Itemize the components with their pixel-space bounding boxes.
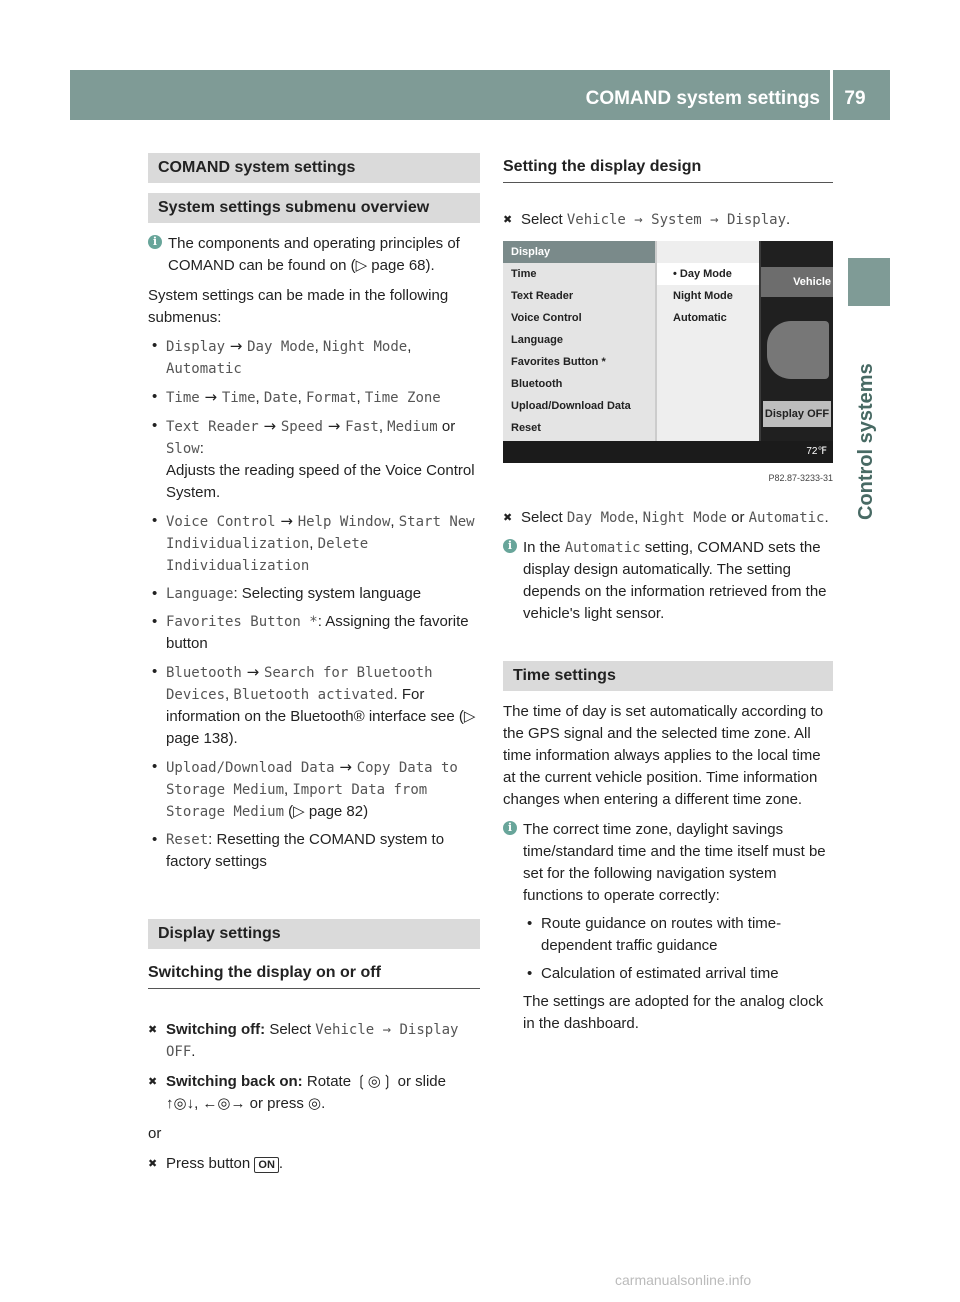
step-select-mode: ✖ Select Day Mode, Night Mode or Automatic. <box>503 507 833 529</box>
screen-menu-item: Time <box>511 268 537 280</box>
screen-vehicle-label: Vehicle <box>761 267 833 297</box>
right-column <box>503 153 833 1043</box>
image-caption: P82.87-3233-31 <box>768 473 833 483</box>
screen-menu-item: Favorites Button * <box>511 356 606 368</box>
on-button-icon: ON <box>254 1157 279 1173</box>
list-item-reset: • Reset: Resetting the COMAND system to factory settings <box>148 829 480 873</box>
info-note <box>148 233 480 277</box>
side-tab-marker <box>848 258 890 306</box>
info-icon: i <box>503 821 517 835</box>
watermark-url: carmanualsonline.info <box>615 1272 752 1288</box>
screen-submenu <box>657 241 759 441</box>
info-note-automatic: i In the Automatic setting, COMAND sets the display design automatically. The setting depends on the information retrieved from the vehicle's light sensor. <box>503 537 833 625</box>
side-tab-label: Control systems <box>855 363 877 520</box>
car-image <box>767 321 829 379</box>
info-icon: i <box>148 235 162 249</box>
header-divider <box>830 70 833 120</box>
section-heading-time-settings: Time settings <box>503 661 833 691</box>
text-reader-description: Adjusts the reading speed of the Voice Control System. <box>166 462 475 501</box>
info-note-time-zone: i The correct time zone, daylight savings time/standard time and the time itself must be set for the following navigation system functions to operate correctly: • Route guidance on routes with time-dependent traffic guidance • Calculation of estimated arrival time The settings are adopted for the analog clock in the dashboard. <box>503 819 833 1035</box>
screen-menu-item: Reset <box>511 422 541 434</box>
screen-main-menu <box>503 241 657 441</box>
list-item-text-reader: • Text Reader → Speed → Fast, Medium or Slow: Adjusts the reading speed of the Voice Control System. <box>148 415 480 504</box>
step-press-button: ✖ Press button ON . <box>148 1153 480 1175</box>
screen-status-bar <box>503 441 833 463</box>
screen-menu-item: Text Reader <box>511 290 574 302</box>
step-select-display: ✖ Select Vehicle → System → Display. <box>503 209 833 231</box>
list-item-time: • Time → Time, Date, Format, Time Zone <box>148 386 480 409</box>
screen-vehicle-panel <box>761 241 833 441</box>
list-item-display: • Display → Day Mode, Night Mode, Automatic <box>148 335 480 380</box>
list-item-bluetooth: • Bluetooth → Search for Bluetooth Devices, Bluetooth activated. For information on the Bluetooth® interface see (▷ page 138). <box>148 661 480 750</box>
step-switching-on: ✖ Switching back on: Rotate ❲◎❳ or slide ↑◎↓, ←◎→ or press ◎. <box>148 1071 480 1115</box>
screen-menu-item: Voice Control <box>511 312 582 324</box>
step-switching-off: ✖ Switching off: Select Vehicle → Display OFF. <box>148 1019 480 1063</box>
intro-text: System settings can be made in the following submenus: <box>148 287 449 326</box>
screen-display-off-label: Display OFF <box>763 401 831 427</box>
list-item: • Calculation of estimated arrival time <box>523 963 833 985</box>
subheading-display-on-off: Switching the display on or off <box>148 959 480 989</box>
list-item-language: • Language: Selecting system language <box>148 583 480 605</box>
screen-submenu-item: Automatic <box>673 312 727 324</box>
screen-submenu-item: Night Mode <box>673 290 733 302</box>
info-text: The components and operating principles of COMAND can be found on (▷ page 68). <box>168 235 460 274</box>
list-item-favorites: • Favorites Button *: Assigning the favorite button <box>148 611 480 655</box>
section-heading-display-settings: Display settings <box>148 919 480 949</box>
page-header-title: COMAND system settings <box>585 88 820 109</box>
section-heading-submenu-overview: System settings submenu overview <box>148 193 480 223</box>
list-item-upload-download: • Upload/Download Data → Copy Data to Storage Medium, Import Data from Storage Medium (▷ page 82) <box>148 756 480 823</box>
screen-menu-item: Display <box>503 241 655 263</box>
subheading-display-design: Setting the display design <box>503 153 833 183</box>
comand-display-screenshot <box>503 241 833 463</box>
screen-submenu-item: • Day Mode <box>657 263 759 285</box>
screen-temperature: 72℉ <box>806 446 827 457</box>
left-column <box>148 153 480 1183</box>
list-item: • Route guidance on routes with time-dependent traffic guidance <box>523 913 833 957</box>
closing-text: The settings are adopted for the analog clock in the dashboard. <box>523 993 824 1032</box>
screen-menu-item: Bluetooth <box>511 378 563 390</box>
list-item-voice-control: • Voice Control → Help Window, Start New Individualization, Delete Individualization <box>148 510 480 577</box>
submenu-list <box>148 335 480 873</box>
section-heading-comand: COMAND system settings <box>148 153 480 183</box>
screen-menu-item: Language <box>511 334 563 346</box>
info-icon: i <box>503 539 517 553</box>
navigation-functions-list <box>523 913 833 985</box>
page-number: 79 <box>844 88 866 109</box>
or-text: or <box>148 1125 162 1142</box>
time-paragraph: The time of day is set automatically according to the GPS signal and the selected time zone. All time information always applies to the local time at the current vehicle position. Time information changes when entering a different time zone. <box>503 703 824 808</box>
screen-menu-item: Upload/Download Data <box>511 400 631 412</box>
